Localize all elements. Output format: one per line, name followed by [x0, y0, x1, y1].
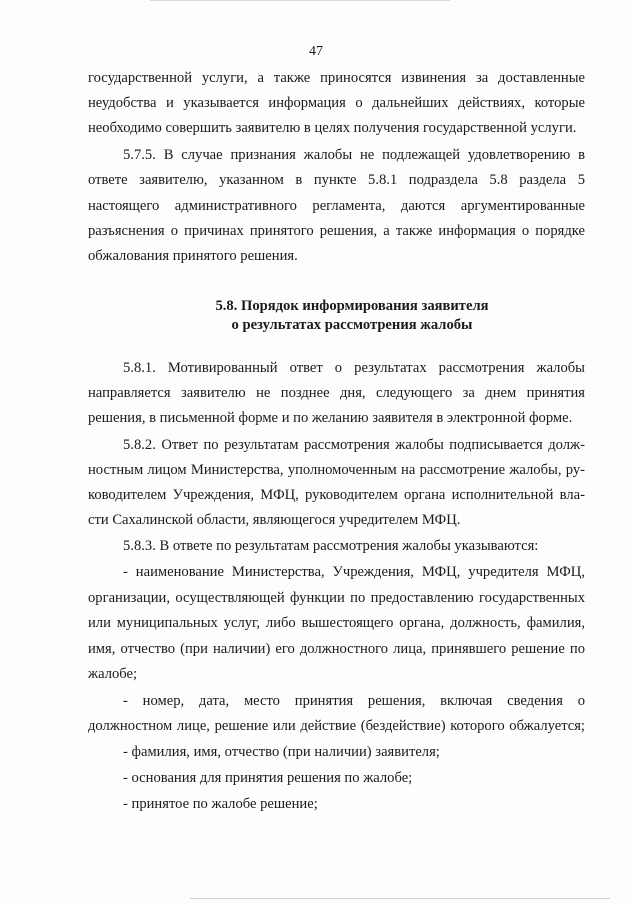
text-line: необходимо совершить заявителю в целях получения государственной услуги.: [88, 120, 577, 136]
text-line: имя, отчество (при наличии) его должностного лица, принявшего решение по: [88, 641, 585, 657]
text-line: должностном лице, решение или действие (бездействие) которого обжалуется;: [88, 718, 585, 734]
section-heading: 5.8. Порядок информирования заявителя: [215, 298, 489, 314]
text-line: или муниципальных услуг, либо вышестоящего органа, должность, фамилия,: [88, 615, 585, 631]
list-item: - фамилия, имя, отчество (при наличии) заявителя;: [123, 744, 440, 760]
list-item: - принятое по жалобе решение;: [123, 796, 318, 812]
text-line: 5.7.5. В случае признания жалобы не подлежащей удовлетворению в: [123, 147, 585, 163]
list-item: - наименование Министерства, Учреждения, МФЦ, учредителя МФЦ,: [123, 564, 585, 580]
text-line: направляется заявителю не позднее дня, следующего за днем принятия: [88, 385, 585, 401]
text-line: настоящего административного регламента, даются аргументированные: [88, 198, 585, 214]
section-heading: о результатах рассмотрения жалобы: [231, 317, 473, 333]
text-line: сти Сахалинской области, являющегося учредителем МФЦ.: [88, 512, 461, 528]
scan-edge-bottom: [190, 898, 610, 899]
text-line: ответе заявителю, указанном в пункте 5.8.1 подраздела 5.8 раздела 5: [88, 172, 585, 188]
page-number: 47: [309, 44, 323, 59]
text-line: жалобе;: [88, 666, 138, 682]
text-line: 5.8.2. Ответ по результатам рассмотрения жалобы подписывается долж-: [123, 437, 585, 453]
text-line: 5.8.3. В ответе по результатам рассмотрения жалобы указываются:: [123, 538, 539, 554]
text-line: ководителем Учреждения, МФЦ, руководителем органа исполнительной вла-: [88, 487, 585, 503]
text-line: ностным лицом Министерства, уполномоченным на рассмотрение жалобы, ру-: [88, 462, 585, 478]
text-line: обжалования принятого решения.: [88, 248, 298, 264]
text-line: 5.8.1. Мотивированный ответ о результатах рассмотрения жалобы: [123, 360, 585, 376]
text-line: решения, в письменной форме и по желанию заявителя в электронной форме.: [88, 410, 573, 426]
scan-edge-top: [150, 0, 450, 1]
text-line: организации, осуществляющей функции по предоставлению государственных: [88, 590, 585, 606]
text-line: государственной услуги, а также приносятся извинения за доставленные: [88, 70, 585, 86]
list-item: - номер, дата, место принятия решения, включая сведения о: [123, 693, 585, 709]
text-line: разъяснения о причинах принятого решения, а также информация о порядке: [88, 223, 585, 239]
text-line: неудобства и указывается информация о дальнейших действиях, которые: [88, 95, 585, 111]
list-item: - основания для принятия решения по жалобе;: [123, 770, 413, 786]
